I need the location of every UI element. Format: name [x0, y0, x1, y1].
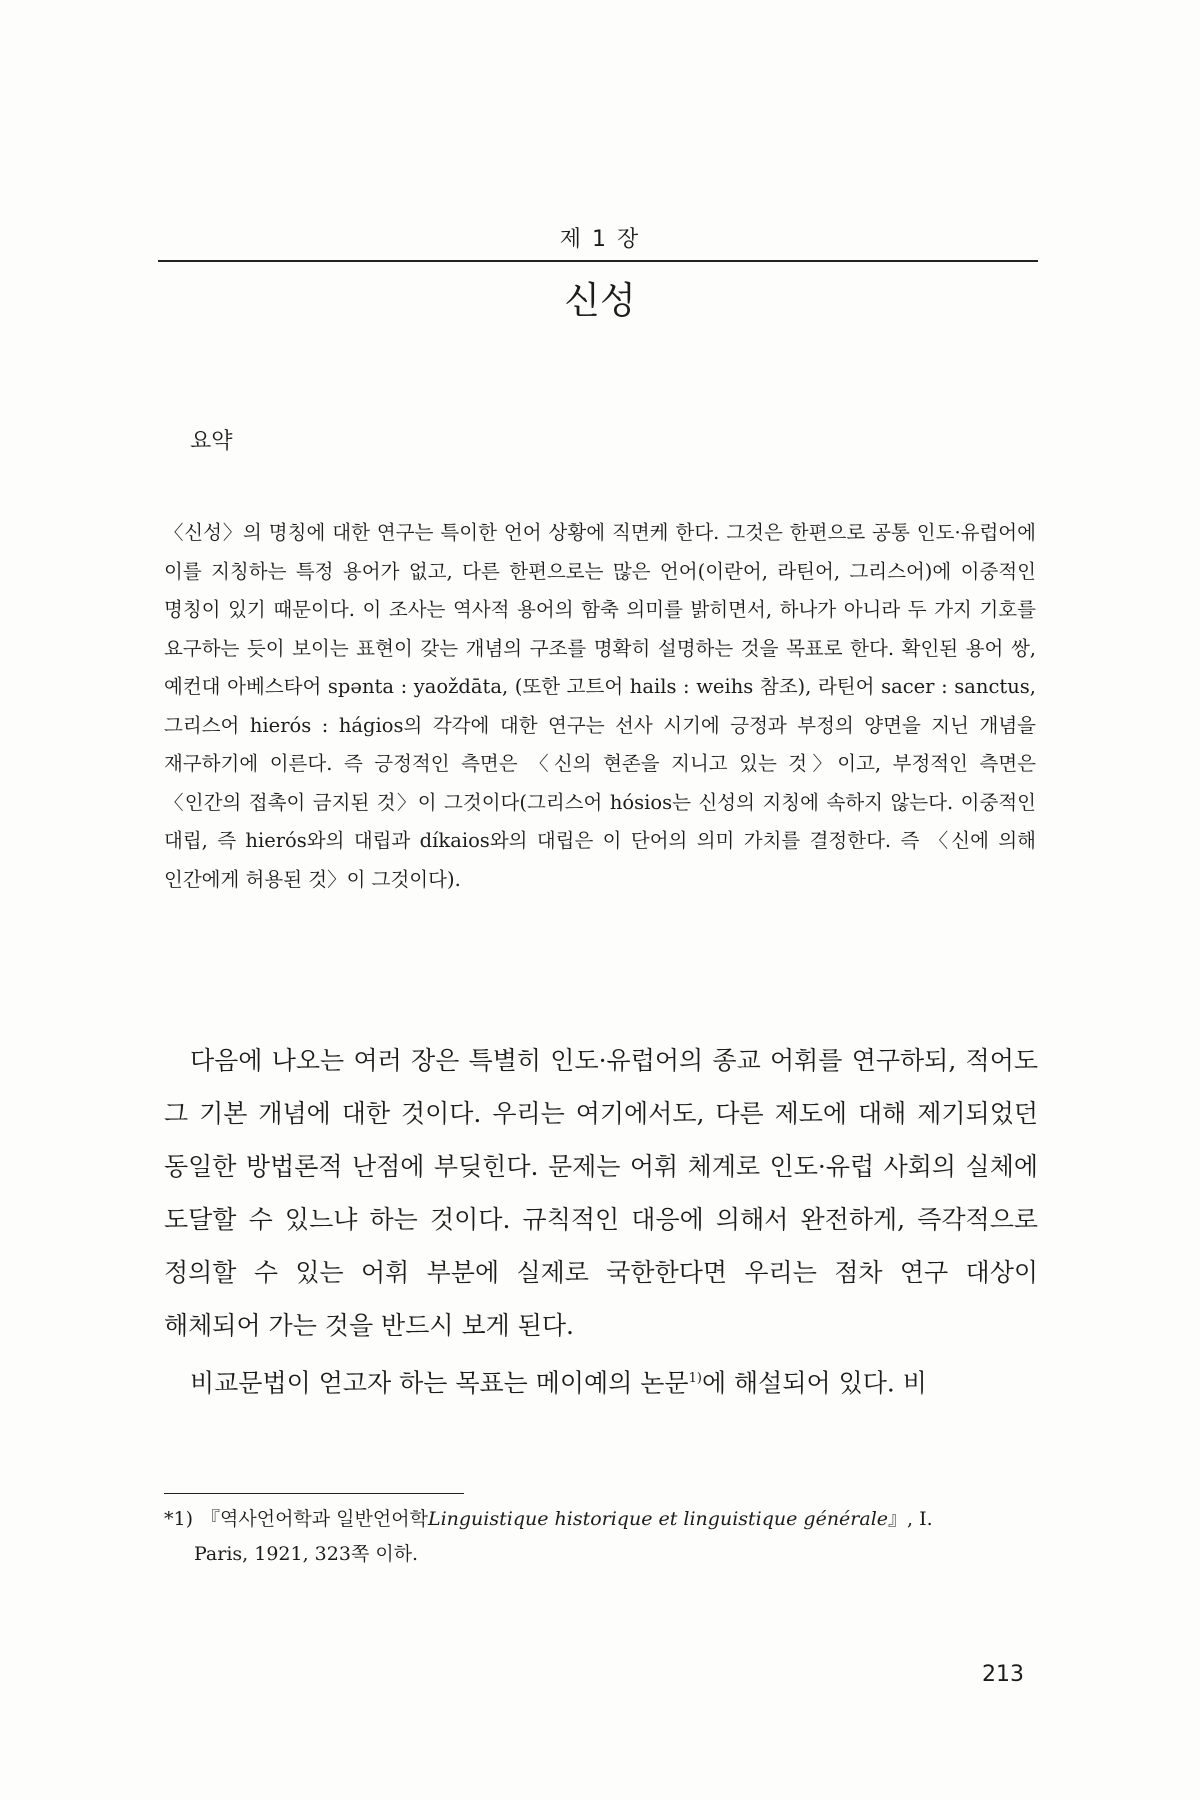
abstract-text: 〈신성〉의 명칭에 대한 연구는 특이한 언어 상황에 직면케 한다. 그것은 한편으로 공통 인도·유럽어에 이를 지칭하는 특정 용어가 없고, 다른 한편으로는 많은 언어(이란어, 라틴어, 그리스어)에 이중적인 명칭이 있기 때문이다. 이 조사는 역사적 용어의 함축 의미를 밝히면서, 하나가 아니라 두 가지 기호를 요구하는 듯이 보이는 표현이 갖는 개념의 구조를 명확히 설명하는 것을 목표로 한다. 확인된 용어 쌍, 예컨대 아베스타어 spənta : yaoždāta, (또한 고트어 hails : weihs 참조), 라틴어 sacer : sanctus, 그리스어 hierós : hágios의 각각에 대한 연구는 선사 시기에 긍정과 부정의 양면을 지닌 개념을 재구하기에 이른다. 즉 긍정적인 측면은 〈신의 현존을 지니고 있는 것〉이고, 부정적인 측면은 〈인간의 접촉이 금지된 것〉이 그것이다(그리스어 hósios는 신성의 지칭에 속하지 않는다. 이중적인 대립, 즉 hierós와의 대립과 díkaios와의 대립은 이 단어의 의미 가치를 결정한다. 즉 〈신에 의해 인간에게 허용된 것〉이 그것이다). [164, 521, 1036, 891]
chapter-divider [158, 260, 1038, 262]
footnote-title-close: 』, [888, 1508, 914, 1530]
footnote-publication: Paris, 1921, 323쪽 이하. [194, 1543, 419, 1565]
body-paragraph-1: 다음에 나오는 여러 장은 특별히 인도·유럽어의 종교 어휘를 연구하되, 적어도 그 기본 개념에 대한 것이다. 우리는 여기에서도, 다른 제도에 대해 제기되었던 동일한 방법론적 난점에 부딪힌다. 문제는 어휘 체계로 인도·유럽 사회의 실체에 도달할 수 있느냐 하는 것이다. 규칙적인 대응에 의해서 완전하게, 즉각적으로 정의할 수 있는 어휘 부분에 실제로 국한한다면 우리는 점차 연구 대상이 해체되어 가는 것을 반드시 보게 된다. [164, 1046, 1038, 1340]
body-paragraph-2 [164, 1352, 1038, 1409]
footnote-title-en: Linguistique historique et linguistique générale [427, 1508, 889, 1530]
page-number: 213 [982, 1662, 1024, 1687]
footnote-volume: I. [919, 1508, 933, 1530]
footnote-reference[interactable]: 1) [688, 1371, 702, 1386]
footnote-title-ko: 『역사언어학과 일반언어학 [201, 1508, 428, 1530]
footnote [164, 1502, 1038, 1572]
main-body [164, 1034, 1038, 1409]
chapter-title: 신성 [564, 279, 636, 322]
chapter-label: 제 1 장 [559, 227, 641, 252]
footnote-marker: *1) [164, 1508, 194, 1530]
abstract-heading: 요약 [190, 429, 233, 454]
body-paragraph-2-start: 비교문법이 얻고자 하는 목표는 메이예의 논문 [190, 1368, 689, 1398]
body-paragraph-2-end: 에 해설되어 있다. 비 [701, 1368, 927, 1398]
footnote-divider [164, 1493, 464, 1494]
